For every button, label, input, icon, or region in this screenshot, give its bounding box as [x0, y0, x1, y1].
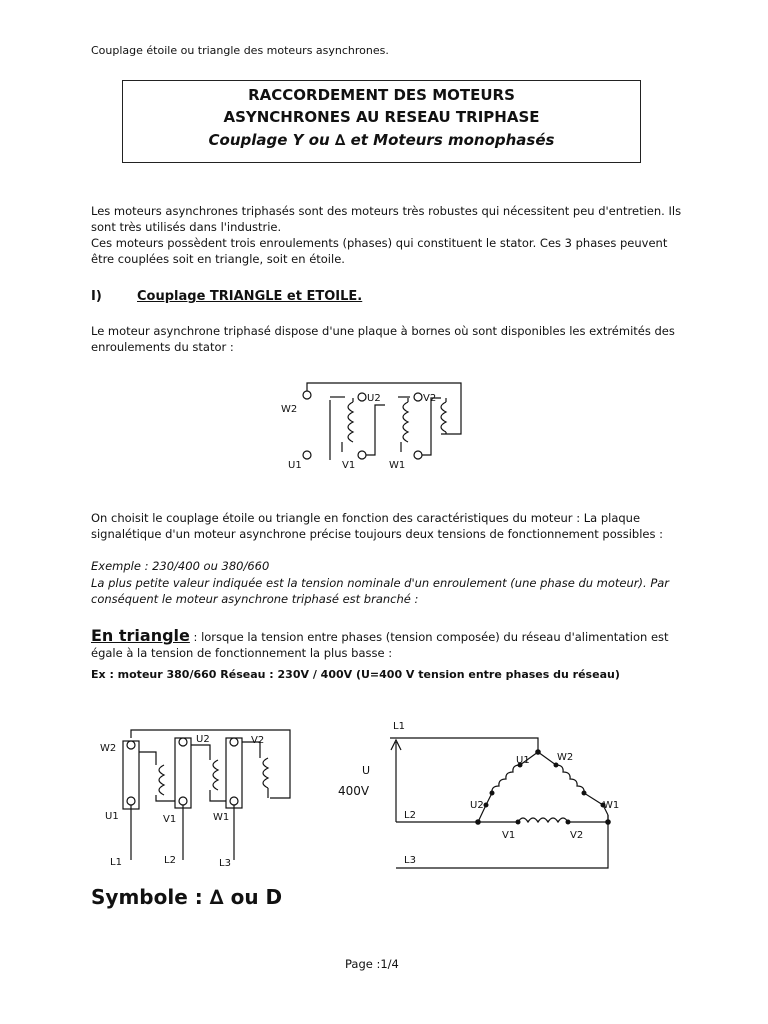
section-number: I): [91, 289, 102, 304]
triangle-network-diagram: [325, 712, 625, 877]
net-label-l2: L2: [404, 810, 416, 821]
plate-label-w2: W2: [281, 404, 298, 415]
triangle-heading: En triangle: [91, 626, 190, 645]
symbol-line: Symbole : ∆ ou D: [91, 885, 283, 909]
net-label-l3: L3: [404, 855, 416, 866]
section-title: Couplage TRIANGLE et ETOILE.: [137, 289, 363, 304]
tri-label-w2: W2: [100, 743, 117, 754]
tri-label-l3: L3: [219, 858, 231, 869]
title-line-2: ASYNCHRONES AU RESEAU TRIPHASE: [223, 108, 540, 126]
choice-paragraph: On choisit le couplage étoile ou triangle en fonction des caractéristiques du moteur : La plaque signalétique d'un moteur asynchrone précise toujours deux tensions de fonctionnement possibles :: [91, 511, 664, 541]
example-values: Exemple : 230/400 ou 380/660: [91, 559, 270, 573]
title-line-1: RACCORDEMENT DES MOTEURS: [248, 86, 515, 104]
terminal-plate-diagram: [270, 375, 470, 475]
plate-label-u1: U1: [288, 460, 302, 471]
net-label-v1: V1: [502, 830, 516, 841]
plate-label-w1: W1: [389, 460, 406, 471]
triangle-paragraph: [91, 628, 691, 661]
plate-label-v2: V2: [423, 393, 437, 404]
net-label-w1: W1: [603, 800, 620, 811]
italic-note: La plus petite valeur indiquée est la tension nominale d'un enroulement (une phase du moteur). Par conséquent le moteur asynchrone triphasé est branché :: [91, 576, 670, 606]
title-box: [122, 80, 641, 163]
net-label-u1: U1: [516, 755, 530, 766]
section-text: Le moteur asynchrone triphasé dispose d'une plaque à bornes où sont disponibles les extrémités des enroulements du stator :: [91, 324, 675, 354]
net-label-voltage: 400V: [338, 784, 370, 798]
triangle-example: Ex : moteur 380/660 Réseau : 230V / 400V (U=400 V tension entre phases du réseau): [91, 668, 620, 681]
plate-label-v1: V1: [342, 460, 356, 471]
running-header: Couplage étoile ou triangle des moteurs asynchrones.: [91, 44, 389, 57]
section-heading: [91, 289, 362, 304]
title-line-3: Couplage Y ou ∆ et Moteurs monophasés: [208, 131, 555, 149]
triangle-plate-diagram: [100, 725, 300, 870]
net-label-u: U: [362, 764, 371, 777]
tri-label-v2: V2: [251, 735, 265, 746]
plate-label-u2: U2: [367, 393, 381, 404]
tri-label-v1: V1: [163, 814, 177, 825]
tri-label-l2: L2: [164, 855, 176, 866]
net-label-w2: W2: [557, 752, 574, 763]
intro-paragraph-2: Ces moteurs possèdent trois enroulements (phases) qui constituent le stator. Ces 3 phases peuvent être couplées soit en triangle, soit en étoile.: [91, 236, 668, 266]
page-number: Page :1/4: [345, 957, 399, 971]
tri-label-u2: U2: [196, 734, 210, 745]
net-label-v2: V2: [570, 830, 584, 841]
tri-label-u1: U1: [105, 811, 119, 822]
triangle-text: : lorsque la tension entre phases (tension composée) du réseau d'alimentation est égale à la tension de fonctionnement la plus basse :: [91, 630, 669, 660]
intro-paragraph-1: Les moteurs asynchrones triphasés sont des moteurs très robustes qui nécessitent peu d'entretien. Ils sont très utilisés dans l'industrie.: [91, 204, 682, 234]
tri-label-l1: L1: [110, 857, 122, 868]
net-label-l1: L1: [393, 721, 405, 732]
tri-label-w1: W1: [213, 812, 230, 823]
net-label-u2: U2: [470, 800, 484, 811]
